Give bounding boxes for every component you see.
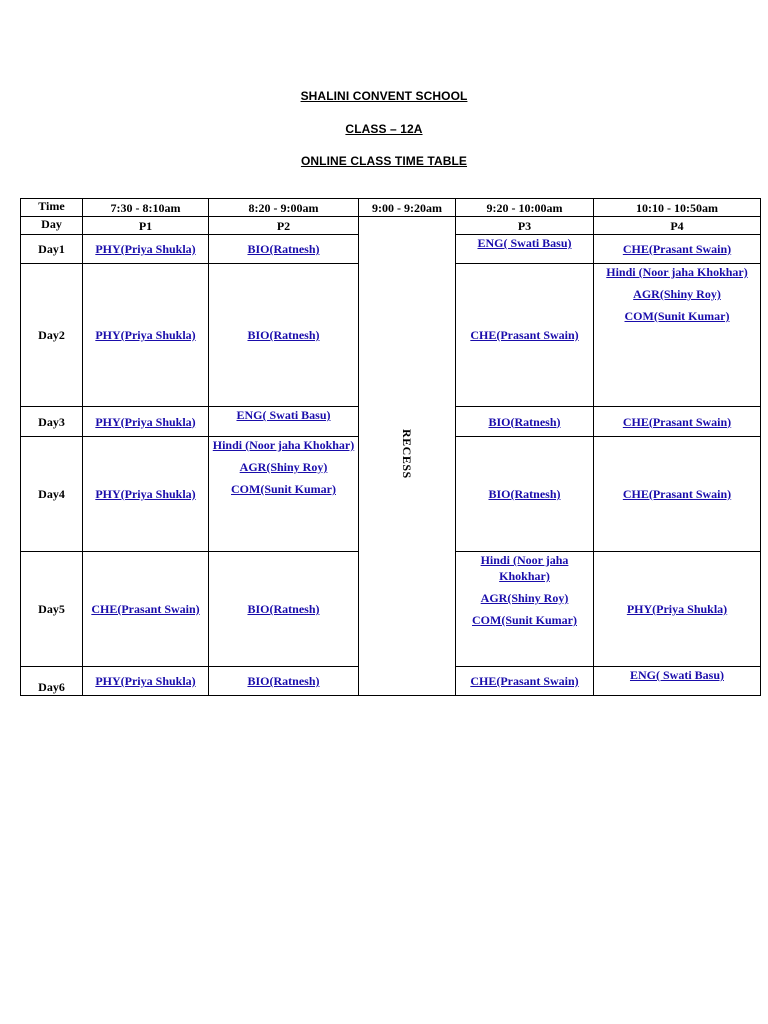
period-cell [83,407,209,437]
time-slot-recess: 9:00 - 9:20am [359,199,456,217]
period-p3: P3 [456,217,594,235]
school-name: SHALINI CONVENT SCHOOL [300,89,468,103]
subject-link[interactable]: CHE(Prasant Swain) [470,674,579,688]
subject-link[interactable]: PHY(Priya Shukla) [95,328,196,342]
period-cell [594,552,761,667]
time-header-row [21,199,761,217]
subject-link[interactable]: BIO(Ratnesh) [488,414,561,429]
day-cell: Day6 [21,667,83,696]
period-cell [456,552,594,667]
subject-link[interactable]: PHY(Priya Shukla) [95,414,196,429]
subject-link[interactable]: COM(Sunit Kumar) [472,613,577,627]
subject-link[interactable]: BIO(Ratnesh) [247,242,320,256]
period-cell [594,407,761,437]
subject-link[interactable]: BIO(Ratnesh) [247,674,320,688]
time-slot-p2: 8:20 - 9:00am [209,199,359,217]
subject-link[interactable]: ENG( Swati Basu) [477,236,572,250]
time-slot-p1: 7:30 - 8:10am [83,199,209,217]
subject-link[interactable]: CHE(Prasant Swain) [622,414,732,429]
timetable [20,198,761,696]
period-p1: P1 [83,217,209,235]
period-cell [83,235,209,264]
recess-column [359,217,456,696]
subject-link[interactable]: CHE(Prasant Swain) [622,487,732,501]
period-cell [594,667,761,696]
day-label: Day [21,217,83,235]
period-cell [456,437,594,552]
period-p2: P2 [209,217,359,235]
time-slot-p3: 9:20 - 10:00am [456,199,594,217]
subject-link[interactable]: COM(Sunit Kumar) [624,309,730,323]
period-cell [456,235,594,264]
subject-link[interactable]: ENG( Swati Basu) [236,408,331,422]
subject-link[interactable]: PHY(Priya Shukla) [95,674,196,688]
period-cell [83,667,209,696]
period-cell [594,264,761,407]
period-cell [83,552,209,667]
class-name: CLASS – 12A [345,122,423,136]
subject-link[interactable]: BIO(Ratnesh) [247,328,320,342]
subject-link[interactable]: PHY(Priya Shukla) [95,487,196,501]
subject-link[interactable]: Hindi (Noor jaha Khokhar) [480,553,569,583]
subject-link[interactable]: ENG( Swati Basu) [629,668,724,682]
subject-link[interactable]: BIO(Ratnesh) [247,602,320,616]
subject-link[interactable]: COM(Sunit Kumar) [231,482,336,496]
period-cell [456,667,594,696]
subject-link[interactable]: Hindi (Noor jaha Khokhar) [212,438,355,452]
period-cell [209,552,359,667]
period-cell [83,437,209,552]
subject-link[interactable]: AGR(Shiny Roy) [480,591,569,605]
period-cell [456,264,594,407]
period-cell [209,667,359,696]
subject-link[interactable]: AGR(Shiny Roy) [239,460,328,474]
subject-link[interactable]: CHE(Prasant Swain) [470,328,579,342]
subject-link[interactable]: CHE(Prasant Swain) [622,242,732,256]
day-cell: Day3 [21,407,83,437]
subject-link[interactable]: AGR(Shiny Roy) [633,287,721,301]
period-cell [209,437,359,552]
day-cell: Day5 [21,552,83,667]
day-cell: Day4 [21,437,83,552]
period-cell [594,235,761,264]
period-cell [209,407,359,437]
time-slot-p4: 10:10 - 10:50am [594,199,761,217]
period-cell [456,407,594,437]
period-cell [209,235,359,264]
subject-link[interactable]: PHY(Priya Shukla) [95,242,196,256]
period-header-row [21,217,761,235]
day-cell: Day2 [21,264,83,407]
period-p4: P4 [594,217,761,235]
timetable-title: ONLINE CLASS TIME TABLE [300,154,468,168]
period-cell [209,264,359,407]
recess-label: RECESS [400,429,414,479]
subject-link[interactable]: BIO(Ratnesh) [488,487,561,501]
time-label: Time [21,199,83,217]
period-cell [594,437,761,552]
subject-link[interactable]: PHY(Priya Shukla) [626,602,728,616]
day-cell: Day1 [21,235,83,264]
period-cell [83,264,209,407]
subject-link[interactable]: CHE(Prasant Swain) [91,602,200,616]
subject-link[interactable]: Hindi (Noor jaha Khokhar) [606,265,748,279]
